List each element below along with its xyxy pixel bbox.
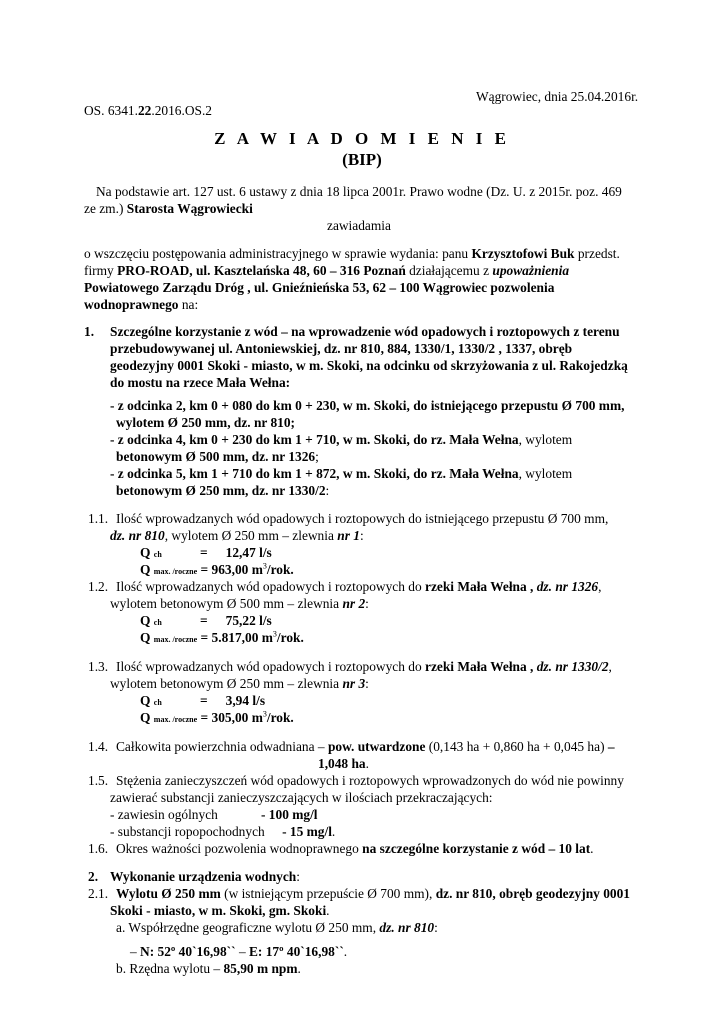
segment-2-line-2: [116, 414, 295, 431]
item-1-4-line-2: [318, 755, 369, 772]
q-letter: Q: [140, 562, 151, 577]
outlet-location: Skoki - miasto, w m. Skoki, gm. Skoki: [110, 903, 327, 918]
item-1-4-line-1: [116, 738, 615, 755]
item-2-1-line-2: [110, 902, 330, 919]
section-1-line-2: [110, 340, 572, 357]
item-1-3-qyear-num: = 305,00 m: [200, 710, 263, 725]
segment-4-line-2: [116, 448, 319, 465]
segment-4-outlet: betonowym Ø 500 mm, dz. nr 1326: [116, 449, 316, 464]
section-2-num: 2.: [88, 869, 99, 884]
q-letter: Q: [140, 710, 151, 725]
segment-2-line-1: [110, 397, 624, 414]
q-year-sub: max. /roczne: [153, 715, 198, 724]
outlet-name: Wylotu Ø 250 mm: [116, 886, 221, 901]
item-2-1-coords: [130, 943, 347, 960]
sup-3: 3: [272, 629, 277, 639]
q-ch-sub: ch: [153, 698, 162, 707]
section-1-number: [84, 323, 94, 340]
item-1-3-qch-num: 3,94 l/s: [225, 693, 266, 708]
section-1-text-3: geodezyjny 0001 Skoki - miasto, w m. Skoki, na odcinku od skrzyżowania z ul. Rakojedzką: [110, 358, 628, 373]
section-2-number: [88, 868, 98, 885]
q-letter: Q: [140, 630, 151, 645]
page-subtitle: (BIP): [342, 150, 382, 169]
segment-5-bold: - z odcinka 5, km 1 + 710 do km 1 + 872, w m. Skoki, do rz. Mała Wełna: [110, 466, 519, 481]
item-1-3-outlet: wylotem betonowym Ø 250 mm – zlewnia: [110, 676, 343, 691]
item-1-2-outlet: wylotem betonowym Ø 500 mm – zlewnia: [110, 596, 343, 611]
item-1-3-end: ,: [608, 659, 612, 674]
item-1-1-parcel: dz. nr 810: [110, 528, 165, 543]
segment-5-end: :: [325, 483, 330, 498]
section-1-text-2: przebudowywanej ul. Antoniewskiej, dz. nr 810, 884, 1330/1, 1330/2 , 1337, obręb: [110, 341, 573, 356]
q-letter: Q: [140, 613, 151, 628]
segment-4-line-1: [110, 431, 572, 448]
segment-2-text-1: - z odcinka 2, km 0 + 080 do km 0 + 230, w m. Skoki, do istniejącego przepustu Ø 700 mm,: [110, 398, 625, 413]
subject-l4-bold: wodnoprawnego: [84, 297, 179, 312]
item-1-5-number: 1.5.: [88, 773, 109, 788]
item-1-1-line-2: [110, 527, 364, 544]
item-1-4-dash: –: [607, 739, 615, 754]
reference-number: [84, 102, 212, 119]
q-letter: Q: [140, 545, 151, 560]
item-1-1-plain: , wylotem Ø 250 mm – zlewnia: [164, 528, 338, 543]
item-1-3-end2: :: [365, 676, 369, 691]
item-1-5-line-4: [110, 823, 335, 840]
subject-l2-plain1: firmy: [84, 263, 118, 278]
segment-4-bold: - z odcinka 4, km 0 + 230 do km 1 + 710, w m. Skoki, do rz. Mała Wełna: [110, 432, 519, 447]
item-1-1-line-1: Ilość wprowadzanych wód opadowych i roztopowych do istniejącego przepustu Ø 700 mm,: [116, 511, 609, 526]
item-1-4-number: 1.4.: [88, 739, 109, 754]
section-1-num: 1.: [84, 324, 95, 339]
outlet-note: (w istniejącym przepuście Ø 700 mm),: [220, 886, 436, 901]
coords-label-end: :: [434, 920, 438, 935]
applicant-name: Krzysztofowi Buk: [471, 246, 575, 261]
intro-line-2-plain: ze zm.): [84, 201, 127, 216]
ref-bold: 22: [137, 103, 152, 118]
item-1-4-breakdown: (0,143 ha + 0,860 ha + 0,045 ha): [425, 739, 608, 754]
item-1-6-validity: na szczególne korzystanie z wód – 10 lat: [362, 841, 591, 856]
elevation-end: .: [297, 961, 301, 976]
item-1-4-plain: Całkowita powierzchnia odwadniana –: [116, 739, 328, 754]
coords-dash-2: –: [235, 944, 249, 959]
item-1-3-qyear-unit: /rok.: [266, 710, 294, 725]
segment-5-line-1: [110, 465, 572, 482]
subject-l1-end: przedst.: [574, 246, 620, 261]
item-1-1-end: :: [359, 528, 364, 543]
item-2-1-line-1: [116, 885, 630, 902]
item-1-2-end: ,: [598, 579, 602, 594]
item-2-1-elevation: [116, 960, 301, 977]
item-1-4-surface: pow. utwardzone: [327, 739, 426, 754]
sup-3: 3: [262, 561, 267, 571]
item-1-2-end2: :: [365, 596, 369, 611]
subject-line-3: [84, 279, 554, 296]
item-1-2-catchment: nr 2: [342, 596, 366, 611]
section-1-text-4: do mostu na rzece Mała Wełna:: [110, 375, 291, 390]
item-1-5-line-2: zawierać substancji zanieczyszczających w ilościach przekraczających:: [110, 790, 493, 805]
notifies-word: zawiadamia: [327, 218, 391, 233]
item-1-1-qyear-num: = 963,00 m: [200, 562, 263, 577]
q-eq: =: [200, 693, 208, 708]
item-1-3-parcel: dz. nr 1330/2: [533, 659, 609, 674]
item-1-3-qyear: [140, 709, 294, 728]
place-date: Wągrowiec, dnia 25.04.2016r.: [476, 89, 639, 104]
segment-2-text-2: wylotem Ø 250 mm, dz. nr 810;: [116, 415, 296, 430]
item-1-2-river: rzeki Mała Wełna ,: [425, 579, 534, 594]
item-1-6-number: 1.6.: [88, 841, 109, 856]
item-1-2-line-2: [110, 595, 369, 612]
item-1-1-number: 1.1.: [88, 511, 109, 526]
page-title: Z A W I A D O M I E N I E: [214, 129, 510, 148]
company-address: PRO-ROAD, ul. Kasztelańska 48, 60 – 316 Poznań: [117, 263, 406, 278]
sup-3: 3: [262, 709, 267, 719]
item-1-1-catchment: nr 1: [337, 528, 360, 543]
segment-5-outlet: betonowym Ø 250 mm, dz. nr 1330/2: [116, 483, 326, 498]
suspended-solids-limit: - 100 mg/l: [261, 807, 318, 822]
item-1-4-total: 1,048 ha: [318, 756, 366, 771]
oil-substances-label: - substancji ropopochodnych: [110, 824, 265, 839]
section-1-line-4: [110, 374, 290, 391]
q-eq: =: [200, 613, 208, 628]
q-year-sub: max. /roczne: [153, 567, 198, 576]
item-1-5-line-3: - zawiesin ogólnych: [110, 807, 218, 822]
item-1-6-plain: Okres ważności pozwolenia wodnoprawnego: [116, 841, 363, 856]
road-authority: Powiatowego Zarządu Dróg , ul. Gnieźnieńska 53, 62 – 100 Wągrowiec pozwolenia: [84, 280, 555, 295]
subject-l2-plain2: działającemu z: [405, 263, 493, 278]
segment-5-plain: , wylotem: [518, 466, 573, 481]
item-1-3-catchment: nr 3: [342, 676, 366, 691]
coords-end: .: [343, 944, 348, 959]
outlet-location-end: .: [326, 903, 330, 918]
elevation-label: b. Rzędna wylotu –: [116, 961, 224, 976]
authority-name: Starosta Wągrowiecki: [126, 201, 253, 216]
coords-dash-1: –: [130, 944, 141, 959]
item-1-2-plain: Ilość wprowadzanych wód opadowych i roztopowych do: [116, 579, 426, 594]
q-ch-sub: ch: [153, 618, 162, 627]
item-1-5-line-1: Stężenia zanieczyszczeń wód opadowych i roztopowych wprowadzonych do wód nie powinny: [116, 773, 624, 788]
intro-line-2: [84, 200, 253, 217]
item-1-5-end: .: [331, 824, 336, 839]
segment-4-end: ;: [315, 449, 319, 464]
q-eq: =: [200, 545, 208, 560]
item-1-3-line-2: [110, 675, 369, 692]
coords-label-plain: a. Współrzędne geograficzne wylotu Ø 250 mm,: [116, 920, 380, 935]
item-1-1-qch-num: 12,47 l/s: [225, 545, 272, 560]
authorization-word: upoważnienia: [492, 263, 570, 278]
item-1-2-qch-num: 75,22 l/s: [225, 613, 272, 628]
item-1-6-end: .: [590, 841, 594, 856]
subject-line-4: [84, 296, 198, 313]
section-2-title: Wykonanie urządzenia wodnych: [110, 869, 297, 884]
item-1-4-end: .: [365, 756, 369, 771]
item-1-2-number: 1.2.: [88, 579, 109, 594]
coords-north: N: 52º 40`16,98``: [140, 944, 236, 959]
oil-substances-limit: - 15 mg/l: [282, 824, 332, 839]
subject-l4-plain: na:: [178, 297, 199, 312]
coords-east: E: 17º 40`16,98``: [248, 944, 344, 959]
q-ch-sub: ch: [153, 550, 162, 559]
item-1-5-line-3-value: [261, 806, 318, 823]
item-1-6-line: [116, 840, 594, 857]
q-year-sub: max. /roczne: [153, 635, 198, 644]
item-1-3-number: 1.3.: [88, 659, 109, 674]
coords-parcel: dz. nr 810: [379, 920, 435, 935]
section-1-text-1: Szczególne korzystanie z wód – na wprowadzenie wód opadowych i roztopowych z terenu: [110, 324, 620, 339]
item-1-2-qyear-unit: /rok.: [276, 630, 304, 645]
elevation-value: 85,90 m npm: [223, 961, 298, 976]
item-1-2-qyear-num: = 5.817,00 m: [200, 630, 273, 645]
ref-suffix: .2016.OS.2: [151, 103, 212, 118]
item-1-2-line-1: [116, 578, 602, 595]
segment-4-plain: , wylotem: [518, 432, 573, 447]
subject-line-1: [84, 245, 620, 262]
item-1-2-qyear: [140, 629, 304, 648]
ref-prefix: OS. 6341.: [84, 103, 138, 118]
item-2-1-number: 2.1.: [88, 886, 109, 901]
item-1-3-qch-value: [200, 692, 265, 709]
item-1-1-qch-value: [200, 544, 272, 561]
section-1-line-3: [110, 357, 628, 374]
item-1-3-plain: Ilość wprowadzanych wód opadowych i roztopowych do: [116, 659, 426, 674]
item-2-1-coords-label: [116, 919, 438, 936]
item-1-2-parcel: dz. nr 1326: [533, 579, 599, 594]
segment-5-line-2: [116, 482, 329, 499]
section-2-end: :: [296, 869, 300, 884]
item-1-1-qyear-unit: /rok.: [266, 562, 294, 577]
subject-l1-plain: o wszczęciu postępowania administracyjnego w sprawie wydania: panu: [84, 246, 472, 261]
section-1-line-1: [110, 323, 620, 340]
intro-line-1: Na podstawie art. 127 ust. 6 ustawy z dnia 18 lipca 2001r. Prawo wodne (Dz. U. z 2015r. poz. 469: [96, 184, 622, 199]
section-2-heading: [110, 868, 300, 885]
subject-line-2: [84, 262, 569, 279]
q-letter: Q: [140, 693, 151, 708]
item-1-3-line-1: [116, 658, 612, 675]
item-1-3-river: rzeki Mała Wełna ,: [425, 659, 534, 674]
item-1-2-qch-value: [200, 612, 272, 629]
outlet-parcel: dz. nr 810, obręb geodezyjny 0001: [435, 886, 630, 901]
